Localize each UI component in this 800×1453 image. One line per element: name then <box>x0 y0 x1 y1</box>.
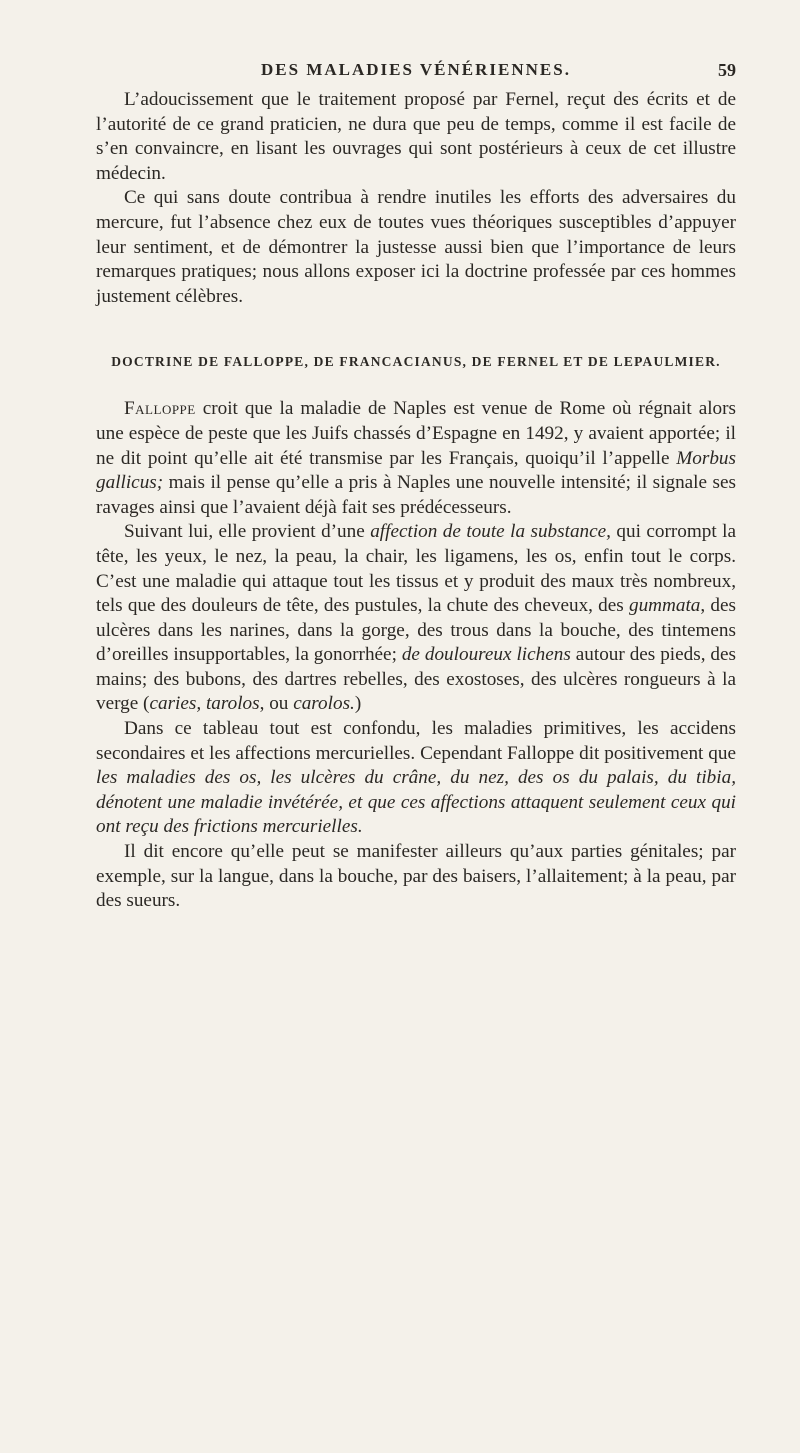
author-name-falloppe: Falloppe <box>124 398 196 420</box>
p4-text-5: , ou <box>259 693 294 715</box>
paragraph-5 <box>96 717 736 840</box>
section-heading: DOCTRINE DE FALLOPPE, DE FRANCACIANUS, DE FERNEL ET DE LEPAULMIER. <box>111 354 721 370</box>
page-number: 59 <box>718 60 736 80</box>
p3-text-1: croit que la maladie de Naples est venue de Rome où régnait alors une espèce de peste que les Juifs chassés d’Espagne en 1492, y avaient apportée; il ne dit point qu’elle ait été transmise par les Français, quoiqu’il l’appelle <box>96 398 736 469</box>
p4-italic-3: de douloureux lichens <box>401 644 571 666</box>
p4-text-4: autour des pieds, des mains; des bubons, des dartres rebelles, des exostoses, des ulcères rongueurs à la verge ( <box>96 644 736 715</box>
paragraph-1: L’adoucissement que le traitement proposé par Fernel, reçut des écrits et de l’autorité de ce grand praticien, ne dura que peu de temps, comme il est facile de s’en convaincre, en lisant les ouvrages qui sont postérieurs à ceux de cet illustre médecin. <box>96 89 736 184</box>
p4-italic-2: gummata <box>628 595 701 617</box>
p3-italic-1: Morbus gallicus; <box>96 447 736 494</box>
paragraph-6: Il dit encore qu’elle peut se manifester ailleurs qu’aux parties génitales; par exemple, sur la langue, dans la bouche, par des baisers, l’allaitement; à la peau, par des sueurs. <box>96 841 736 912</box>
p4-text-2: qui corrompt la tête, les yeux, le nez, la peau, la chair, les ligamens, les os, enfin tout le corps. C’est une maladie qui attaque tout les tissus et y produit des maux très nombreux, tels que des douleurs de tête, des pustules, la chute des cheveux, des <box>96 521 736 617</box>
body-text <box>96 88 736 914</box>
p4-italic-4: caries, tarolos <box>149 693 260 715</box>
p3-text-2: mais il pense qu’elle a pris à Naples une nouvelle intensité; il signale ses ravages ainsi que l’avaient déjà fait ses prédécesseurs. <box>96 472 736 518</box>
p4-italic-5: carolos. <box>293 693 355 715</box>
paragraph-3 <box>96 397 736 520</box>
p4-text-6: ) <box>354 693 362 715</box>
paragraph-2: Ce qui sans doute contribua à rendre inutiles les efforts des adversaires du mercure, fut l’absence chez eux de toutes vues théoriques susceptibles d’appuyer leur sentiment, et de démontrer la justesse aussi bien que l’importance de leurs remarques pratiques; nous allons exposer ici la doctrine professée par ces hommes justement célèbres. <box>96 187 736 307</box>
running-header <box>96 60 736 90</box>
p5-italic-1: les maladies des os, les ulcères du crâne, du nez, des os du palais, du tibia, dénotent une maladie invétérée, et que ces affections attaquent seulement ceux qui ont reçu des frictions mercurielles. <box>96 767 736 838</box>
running-title: DES MALADIES VÉNÉRIENNES. <box>261 60 571 79</box>
p5-text-1: Dans ce tableau tout est confondu, les maladies primitives, les accidens secondaires et les affections mercurielles. Cependant Falloppe dit positivement que <box>96 718 736 764</box>
paragraph-4 <box>96 520 736 717</box>
p4-text-3: , des ulcères dans les narines, dans la gorge, des trous dans la bouche, des tintemens d’oreilles insupportables, la gonorrhée; <box>96 595 736 666</box>
p4-text-1: Suivant lui, elle provient d’une <box>124 521 371 543</box>
p4-italic-1: affection de toute la substance, <box>370 521 611 543</box>
